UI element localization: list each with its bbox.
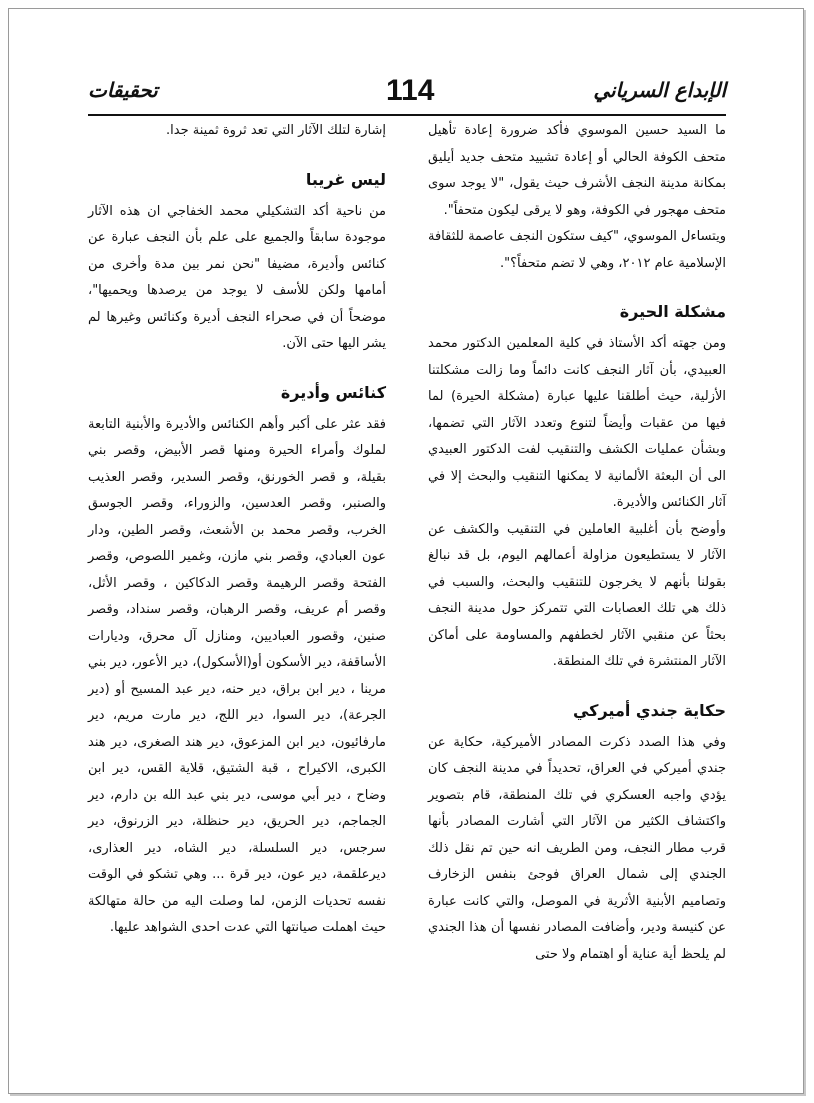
page-header <box>88 74 726 118</box>
left-para-1: من ناحية أكد التشكيلي محمد الخفاجي ان هذه الآثار موجودة سابقاً والجميع على علم بأن النجف عبارة عن كنائس وأديرة، مضيفا "نحن نمر بين مدة وأخرى من أمامها ولكن للأسف لا يوجد من يرصدها ويحميها"، موضحاً أن في صحراء النجف أديرة وكنائس وغيرها لم يشر اليها حتى الآن. <box>88 203 386 351</box>
right-para-2: وأوضح بأن أغلبية العاملين في التنقيب والكشف عن الآثار لا يستطيعون مزاولة أعمالهم اليوم، بل قد نبالغ بقولنا بأنهم لا يخرجون للتنقيب والبحث، والسبب في ذلك هي تلك العصابات التي تتمركز حول مدينة النجف بحثاً عن منقبي الآثار لخطفهم والمساومة على أماكن الآثار المنتشرة في تلك المنطقة. <box>428 521 726 669</box>
right-column <box>428 118 726 968</box>
left-para-2: فقد عثر على أكبر وأهم الكنائس والأديرة والأبنية التابعة لملوك وأمراء الحيرة ومنها قصر الأبيض، وقصر بني بقيلة، و قصر الخورنق، وقصر السدير، وقصر العذيب والصنبر، وقصر العدسين، والزوراء، وقصر الجوسق الخرب، وقصر محمد بن الأشعث، وقصر الطين، ودار عون العبادي، وقصر بني مازن، وغمير اللصوص، وقصر الفتحة وقصر الرهيمة وقصر الدكاكين ، وقصر الأثل، وقصر أم عريف، وقصر الرهبان، وقصر سنداد، وقصر صنين، وقصور العباديين، ومنازل آل محرق، وديارات الأساقفة، دير الأسكون أو(الأسكول)، دير الأعور، دير بني مرينا ، دير ابن براق، دير حنه، دير عبد المسيح أو (دير الجرعة)، دير السوا، دير اللج، دير مارت مريم، دير مارفائيون، دير ابن المزعوق، دير هند الصغرى، دير هند الكبرى، الاكيراح ، قبة الشتيق، قلاية القس، دير ابن وضاح ، دير أبي موسى، دير بني عبد الله بن دارم، دير الجماجم، دير الحريق، دير حنظلة، دير الزرنوق، دير سرجس، دير السلسلة، دير الشاه، دير العذارى، ديرعلقمة، دير عون، دير قرة ... وهي تشكو في الوقت نفسه تحديات الزمن، لما وصلت اليه من حالة متهالكة حيث اهملت صيانتها التي عدت احدى الشواهد عليها. <box>88 416 386 935</box>
right-para-3: وفي هذا الصدد ذكرت المصادر الأميركية، حكاية عن جندي أميركي في العراق، تحديداً في مدينة النجف كان يؤدي واجبه العسكري في تلك المنطقة، قام بتصوير واكتشاف الكثير من الآثار التي أشارت المصادر بأنها قرب مطار النجف، ومن الطريف انه حين تم نقل ذلك الجندي إلى شمال العراق فوجئ بنفس الزخارف وتصاميم الأبنية الأثرية في الموصل، والتي كانت عبارة عن كنيسة ودير، وأضافت المصادر نفسها أن هذا الجندي لم يلحظ أية عناية أو اهتمام ولا حتى <box>428 734 726 962</box>
section-title: تحقيقات <box>88 78 158 102</box>
heading-not-strange: ليس غريبا <box>305 169 386 189</box>
right-para-1: ومن جهته أكد الأستاذ في كلية المعلمين الدكتور محمد العبيدي، بأن آثار النجف كانت دائماً وما زالت مشكلتنا الأزلية، حيث أطلقنا عليها عبارة (مشكلة الحيرة) لما فيها من عقبات وأيضاً لتنوع وتعدد الآثار التي تضمها، وبشأن عمليات الكشف والتنقيب لفت الدكتور العبيدي الى أن البعثة الألمانية لا يمكنها التنقيب والبحث إلا في آثار الكنائس والأديرة. <box>428 336 726 510</box>
magazine-title: الإبداع السرياني <box>593 78 726 102</box>
left-column <box>88 118 386 942</box>
page-number: 114 <box>386 74 435 107</box>
heading-churches-monasteries: كنائس وأديرة <box>280 382 386 402</box>
left-intro: إشارة لتلك الآثار التي تعد ثروة ثمينة جدا. <box>166 123 386 138</box>
right-intro-2: ويتساءل الموسوي، "كيف ستكون النجف عاصمة للثقافة الإسلامية عام ٢٠١٢، وهي لا تضم متحفاً؟". <box>428 229 726 271</box>
heading-american-soldier: حكاية جندي أميركي <box>572 700 726 720</box>
header-rule <box>88 114 726 116</box>
right-intro: ما السيد حسين الموسوي فأكد ضرورة إعادة تأهيل متحف الكوفة الحالي أو إعادة تشييد متحف جديد أيليق بمكانة مدينة النجف الأشرف حيث يقول، "لا يوجد سوى متحف مهجور في الكوفة، وهو لا يرقى ليكون متحفاً". <box>428 123 726 218</box>
heading-hira-problem: مشكلة الحيرة <box>619 302 726 321</box>
